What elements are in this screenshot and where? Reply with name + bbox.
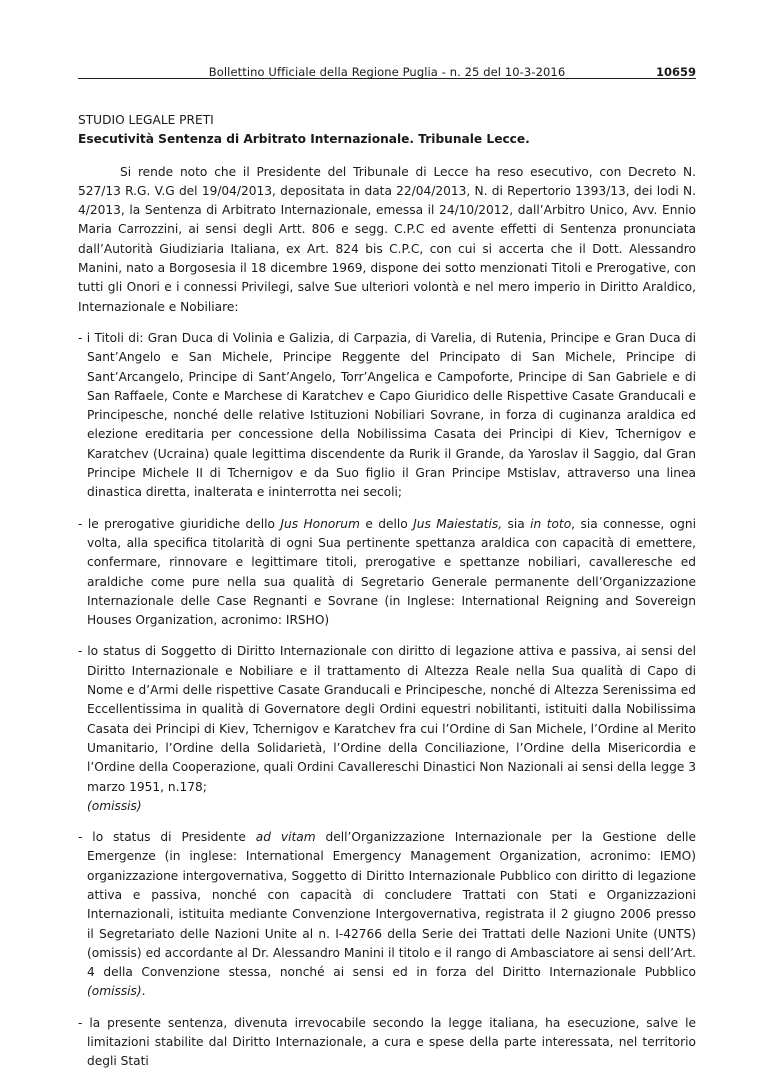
list-item-prerogatives xyxy=(78,515,696,631)
italic-term: Jus Honorum xyxy=(280,516,360,531)
text-run: - lo status di Soggetto di Diritto Internazionale con diritto di legazione attiva e passiva, ai sensi del Diritto Internazionale e Nobiliare e il trattamento di Altezza Reale nella Sua qualità di Capo di Nome e d’Armi delle rispettive Casate Granducali e Principesche, nonché di Altezza Serenissima ed Eccellentissima in qualità di Governatore degli Ordini equestri nobilitanti, istituiti dalla Nobilissima Casata dei Principi di Kiev, Tchernigov e Karatchev fra cui l’Ordine di San Michele, l’Ordine al Merito Umanitario, l’Ordine della Solidarietà, l’Ordine della Conciliazione, l’Ordine della Misericordia e l’Ordine della Cooperazione, quali Ordini Cavallereschi Dinastici Non Nazionali ai sensi della legge 3 marzo 1951, n.178; xyxy=(78,644,696,794)
omissis-note: (omissis) xyxy=(87,984,142,999)
text-run: - lo status di Presidente xyxy=(78,830,256,845)
omissis-note: (omissis) xyxy=(87,798,142,813)
list-item-text xyxy=(78,828,697,1002)
list-item-president-status xyxy=(78,828,696,1002)
text-run: . xyxy=(141,984,146,999)
list-item-text xyxy=(78,515,696,631)
italic-term: ad vitam xyxy=(255,830,316,845)
intro-paragraph: Si rende noto che il Presidente del Tribunale di Lecce ha reso esecutivo, con Decreto N. 527/13 R.G. V.G del 19/04/2013, depositata in data 22/04/2013, N. di Repertorio 1393/13, dei lodi N. 4/2013, la Sentenza di Arbitrato Internazionale, emessa il 24/10/2012, dall’Arbitro Unico, Avv. Ennio Maria Carrozzini, ai sensi degli Artt. 806 e segg. C.P.C ed avente effetti di Sentenza pronunciata dall’Autorità Giudiziaria Italiana, ex Art. 824 bis C.P.C, con cui si accerta che il Dott. Alessandro Manini, nato a Borgosesia il 18 dicembre 1969, dispone dei sotto menzionati Titoli e Prerogative, con tutti gli Onori e i connessi Privilegi, salve Sue ulteriori volontà e nel mero imperio in Diritto Araldico, Internazionale e Nobiliare: xyxy=(78,164,696,314)
document-subject: Esecutività Sentenza di Arbitrato Internazionale. Tribunale Lecce. xyxy=(78,132,530,147)
list-item-text: - la presente sentenza, divenuta irrevocabile secondo la legge italiana, ha esecuzione, salve le limitazioni stabilite dal Diritto Internazionale, a cura e spese della parte interessata, nel territorio degli Stati xyxy=(78,1015,696,1069)
document-body xyxy=(78,111,696,1072)
list-item-enforcement xyxy=(78,1014,696,1072)
page-header xyxy=(78,38,696,79)
text-run: e dello xyxy=(359,516,414,531)
list-item-text: - i Titoli di: Gran Duca di Volinia e Galizia, di Carpazia, di Varelia, di Rutenia, Principe e Gran Duca di Sant’Angelo e San Michele, Principe Reggente del Principato di San Michele, Principe di Sant’Arcangelo, Principe di Sant’Angelo, Torr’Angelica e Campoforte, Principe di San Gabriele e di San Raffaele, Conte e Marchese di Karatchev e Capo Giuridico delle Rispettive Casate Granducali e Principesche, nonché delle relative Istituzioni Nobiliari Sovrane, in forza di cuginanza araldica ed elezione ereditaria per concessione della Nobilissima Casata dei Principi di Kiev, Tchernigov e Karatchev (Ucraina) quale legittima discendente da Rurik il Grande, da Yaroslav il Saggio, dal Gran Principe Michele II di Tchernigov e da Suo figlio il Gran Principe Mstislav, attraverso una linea dinastica diretta, inalterata e ininterrotta nei secoli; xyxy=(78,330,696,500)
law-firm-name: STUDIO LEGALE PRETI xyxy=(78,113,214,127)
italic-term: in toto xyxy=(530,516,572,531)
bulletin-title: Bollettino Ufficiale della Regione Puglia - n. 25 del 10-3-2016 xyxy=(208,65,566,79)
italic-term: Jus Maiestatis, xyxy=(413,516,503,531)
text-run: - le prerogative giuridiche dello xyxy=(78,516,281,531)
text-run: dell’Organizzazione Internazionale per la Gestione delle Emergenze (in inglese: International Emergency Management Organization, acronimo: IEMO) organizzazione intergovernativa, Soggetto di Diritto Internazionale Pubblico con diritto di legazione attiva e passiva, nonché con capacità di concludere Trattati con Stati e Organizzazioni Internazionali, istituita mediante Convenzione Intergovernativa, registrata il 2 giugno 2006 presso il Segretariato delle Nazioni Unite al n. I-42766 della Serie dei Trattati delle Nazioni Unite (UNTS) (omissis) ed accordante al Dr. Alessandro Manini il titolo e il rango di Ambasciatore ai sensi dell’Art. 4 della Convenzione stessa, nonché ai sensi ed in forza del Diritto Internazionale Pubblico xyxy=(87,830,697,980)
page-number: 10659 xyxy=(655,65,696,79)
list-item-titles xyxy=(78,329,696,503)
list-item-international-status xyxy=(78,642,696,816)
list-item-text xyxy=(78,642,696,816)
text-run: , sia connesse, ogni volta, alla specifica titolarità di ogni Sua pertinente spettanza araldica con capacità di emettere, confermare, rinnovare e legittimare titoli, prerogative e spettanze nobiliari, cavalleresche ed araldiche come pure nella sua qualità di Segretario Generale permanente dell’Organizzazione Internazionale delle Case Regnanti e Sovrane (in Inglese: International Reigning and Sovereign Houses Organization, acronimo: IRSHO) xyxy=(87,516,696,628)
text-run: sia xyxy=(502,516,531,531)
